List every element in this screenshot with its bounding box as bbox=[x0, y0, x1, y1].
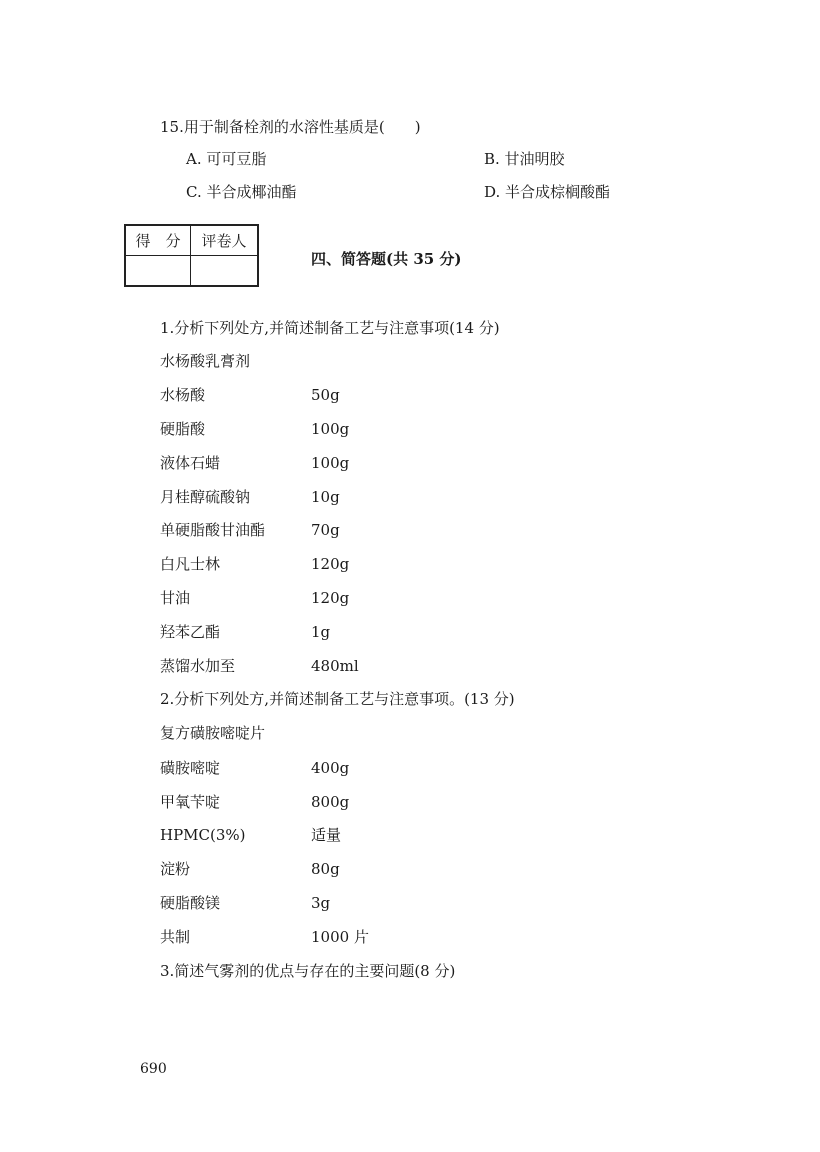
ingredient-amount: 120g bbox=[311, 555, 350, 573]
ingredient-amount: 50g bbox=[311, 386, 340, 404]
ingredient-amount: 10g bbox=[311, 488, 340, 506]
q15-option-b: B. 甘油明胶 bbox=[484, 150, 565, 168]
q15-option-c: C. 半合成椰油酯 bbox=[186, 183, 297, 201]
ingredient-amount: 480ml bbox=[311, 657, 359, 675]
ingredient-name: 甘油 bbox=[160, 589, 191, 607]
ingredient-name: 磺胺嘧啶 bbox=[160, 759, 221, 777]
ingredient-name: 淀粉 bbox=[160, 860, 191, 878]
ingredient-name: 硬脂酸 bbox=[160, 420, 206, 438]
ingredient-amount: 3g bbox=[311, 894, 331, 912]
ingredient-name: 硬脂酸镁 bbox=[160, 894, 221, 912]
page-number: 690 bbox=[140, 1061, 167, 1077]
ingredient-name: 月桂醇硫酸钠 bbox=[160, 488, 251, 506]
ingredient-name: 共制 bbox=[160, 928, 191, 946]
ingredient-amount: 120g bbox=[311, 589, 350, 607]
q15-option-a: A. 可可豆脂 bbox=[186, 150, 267, 168]
ingredient-name: 羟苯乙酯 bbox=[160, 623, 221, 641]
q2-stem: 2.分析下列处方,并简述制备工艺与注意事项。(13 分) bbox=[160, 690, 515, 708]
ingredient-name: 白凡士林 bbox=[160, 555, 221, 573]
ingredient-name: 甲氧苄啶 bbox=[160, 793, 221, 811]
grader-cell bbox=[191, 256, 259, 287]
ingredient-amount: 800g bbox=[311, 793, 350, 811]
ingredient-name: 液体石蜡 bbox=[160, 454, 221, 472]
ingredient-name: HPMC(3%) bbox=[160, 826, 246, 844]
ingredient-name: 水杨酸 bbox=[160, 386, 206, 404]
score-cell bbox=[125, 256, 191, 287]
ingredient-amount: 1000 片 bbox=[311, 928, 369, 946]
q15-option-d: D. 半合成棕榈酸酯 bbox=[484, 183, 611, 201]
ingredient-name: 蒸馏水加至 bbox=[160, 657, 236, 675]
q2-recipe-name: 复方磺胺嘧啶片 bbox=[160, 724, 266, 742]
score-box bbox=[124, 224, 259, 287]
ingredient-name: 单硬脂酸甘油酯 bbox=[160, 521, 266, 539]
q1-stem: 1.分析下列处方,并简述制备工艺与注意事项(14 分) bbox=[160, 319, 500, 337]
grader-label: 评卷人 bbox=[191, 225, 259, 256]
ingredient-amount: 100g bbox=[311, 420, 350, 438]
ingredient-amount: 400g bbox=[311, 759, 350, 777]
q3-stem: 3.简述气雾剂的优点与存在的主要问题(8 分) bbox=[160, 962, 456, 980]
ingredient-amount: 1g bbox=[311, 623, 331, 641]
q15-stem: 15.用于制备栓剂的水溶性基质是( ) bbox=[160, 118, 421, 136]
ingredient-amount: 适量 bbox=[311, 826, 342, 844]
q1-recipe-name: 水杨酸乳膏剂 bbox=[160, 352, 251, 370]
ingredient-amount: 80g bbox=[311, 860, 340, 878]
ingredient-amount: 100g bbox=[311, 454, 350, 472]
score-label: 得 分 bbox=[125, 225, 191, 256]
section-title: 四、简答题(共 35 分) bbox=[311, 250, 462, 268]
ingredient-amount: 70g bbox=[311, 521, 340, 539]
